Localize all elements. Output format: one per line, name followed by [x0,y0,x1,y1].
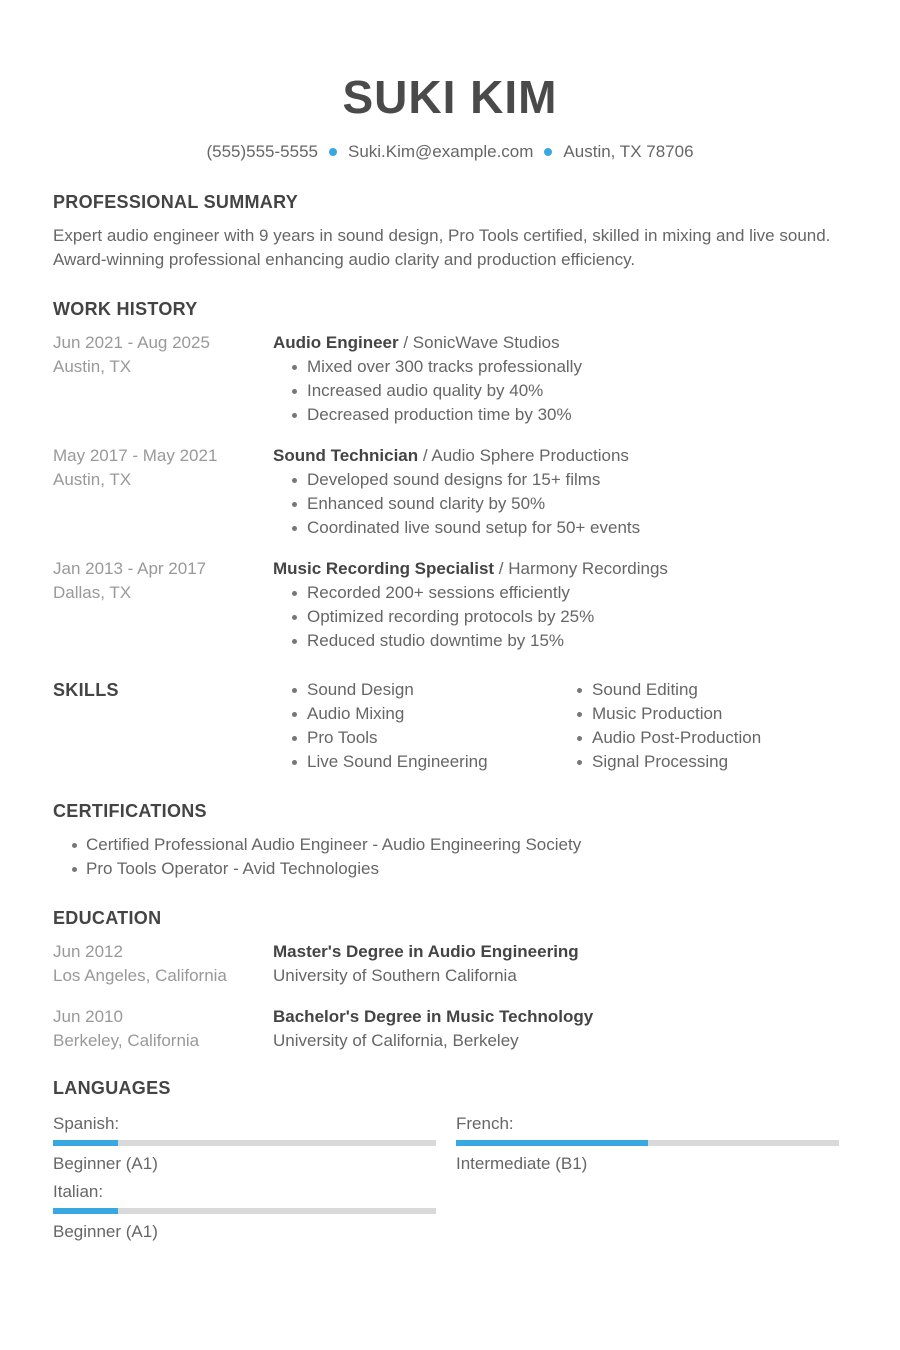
skill-item: Audio Mixing [288,702,568,726]
language-level: Intermediate (B1) [456,1154,588,1173]
contact-line [0,142,900,162]
list-item: Increased audio quality by 40% [288,379,853,403]
job-role: Sound Technician [273,446,419,465]
separator-dot-icon [544,148,552,156]
edu-meta [53,940,263,988]
job-heading: Audio Engineer / SonicWave Studios [273,333,560,352]
job-dates: May 2017 - May 2021 [53,446,218,465]
edu-degree: Master's Degree in Audio Engineering [273,942,579,961]
edu-meta [53,1005,263,1053]
skills-column-1 [288,678,568,774]
job-role: Music Recording Specialist [273,559,495,578]
summary-text [53,224,853,272]
language-name: Spanish: [53,1114,120,1133]
language-proficiency-bar [456,1140,839,1146]
language-proficiency-bar [53,1208,436,1214]
edu-date: Jun 2012 [53,942,123,961]
education-heading: EDUCATION [53,908,162,928]
languages-heading: LANGUAGES [53,1078,171,1098]
language-entry [53,1180,436,1244]
job-details [273,331,853,427]
job-bullets [273,468,853,540]
skills-list [573,678,853,774]
language-name: French: [456,1114,514,1133]
skill-item: Music Production [573,702,853,726]
certifications-list [53,833,853,881]
separator-dot-icon [329,148,337,156]
job-location: Austin, TX [53,470,132,489]
skill-item: Pro Tools [288,726,568,750]
job-bullets [273,581,853,653]
language-proficiency-fill [53,1140,118,1146]
skill-item: Signal Processing [573,750,853,774]
language-proficiency-fill [53,1208,118,1214]
language-proficiency-fill [456,1140,648,1146]
location: Austin, TX 78706 [563,142,694,161]
job-details [273,444,853,540]
language-entry [456,1112,839,1176]
job-dates: Jun 2021 - Aug 2025 [53,333,210,352]
skill-item: Sound Editing [573,678,853,702]
skill-item: Audio Post-Production [573,726,853,750]
language-level: Beginner (A1) [53,1154,158,1173]
cert-item: Pro Tools Operator - Avid Technologies [53,857,853,881]
job-role: Audio Engineer [273,333,399,352]
cert-item: Certified Professional Audio Engineer - Audio Engineering Society [53,833,853,857]
edu-degree: Bachelor's Degree in Music Technology [273,1007,594,1026]
summary-line: Award-winning professional enhancing audio clarity and production efficiency. [53,250,636,269]
list-item: Mixed over 300 tracks professionally [288,355,853,379]
list-item: Coordinated live sound setup for 50+ events [288,516,853,540]
skills-column-2 [573,678,853,774]
edu-school: University of Southern California [273,966,517,985]
edu-location: Los Angeles, California [53,966,227,985]
job-meta [53,444,263,492]
skills-heading: SKILLS [53,680,119,700]
candidate-name: SUKI KIM [342,71,558,123]
language-level: Beginner (A1) [53,1222,158,1241]
language-proficiency-bar [53,1140,436,1146]
language-name: Italian: [53,1182,104,1201]
job-bullets [273,355,853,427]
job-location: Austin, TX [53,357,132,376]
job-details [273,557,853,653]
job-location: Dallas, TX [53,583,132,602]
job-meta [53,331,263,379]
job-company: SonicWave Studios [412,333,560,352]
job-heading: Sound Technician / Audio Sphere Productions [273,446,629,465]
skills-list [288,678,568,774]
list-item: Recorded 200+ sessions efficiently [288,581,853,605]
edu-date: Jun 2010 [53,1007,123,1026]
certifications-heading: CERTIFICATIONS [53,801,207,821]
work-history-heading: WORK HISTORY [53,299,198,319]
edu-school: University of California, Berkeley [273,1031,519,1050]
job-company: Audio Sphere Productions [431,446,629,465]
language-entry [53,1112,436,1176]
list-item: Developed sound designs for 15+ films [288,468,853,492]
cert-bullets [53,833,853,881]
edu-details [273,1005,853,1053]
summary-line: Expert audio engineer with 9 years in sound design, Pro Tools certified, skilled in mixing and live sound. [53,226,831,245]
job-company: Harmony Recordings [508,559,668,578]
list-item: Reduced studio downtime by 15% [288,629,853,653]
list-item: Optimized recording protocols by 25% [288,605,853,629]
list-item: Decreased production time by 30% [288,403,853,427]
job-dates: Jan 2013 - Apr 2017 [53,559,207,578]
list-item: Enhanced sound clarity by 50% [288,492,853,516]
email: Suki.Kim@example.com [347,142,534,161]
job-meta [53,557,263,605]
edu-location: Berkeley, California [53,1031,200,1050]
summary-heading: PROFESSIONAL SUMMARY [53,192,299,212]
skill-item: Sound Design [288,678,568,702]
skill-item: Live Sound Engineering [288,750,568,774]
edu-details [273,940,853,988]
job-heading: Music Recording Specialist / Harmony Recordings [273,559,668,578]
phone: (555)555-5555 [206,142,318,161]
